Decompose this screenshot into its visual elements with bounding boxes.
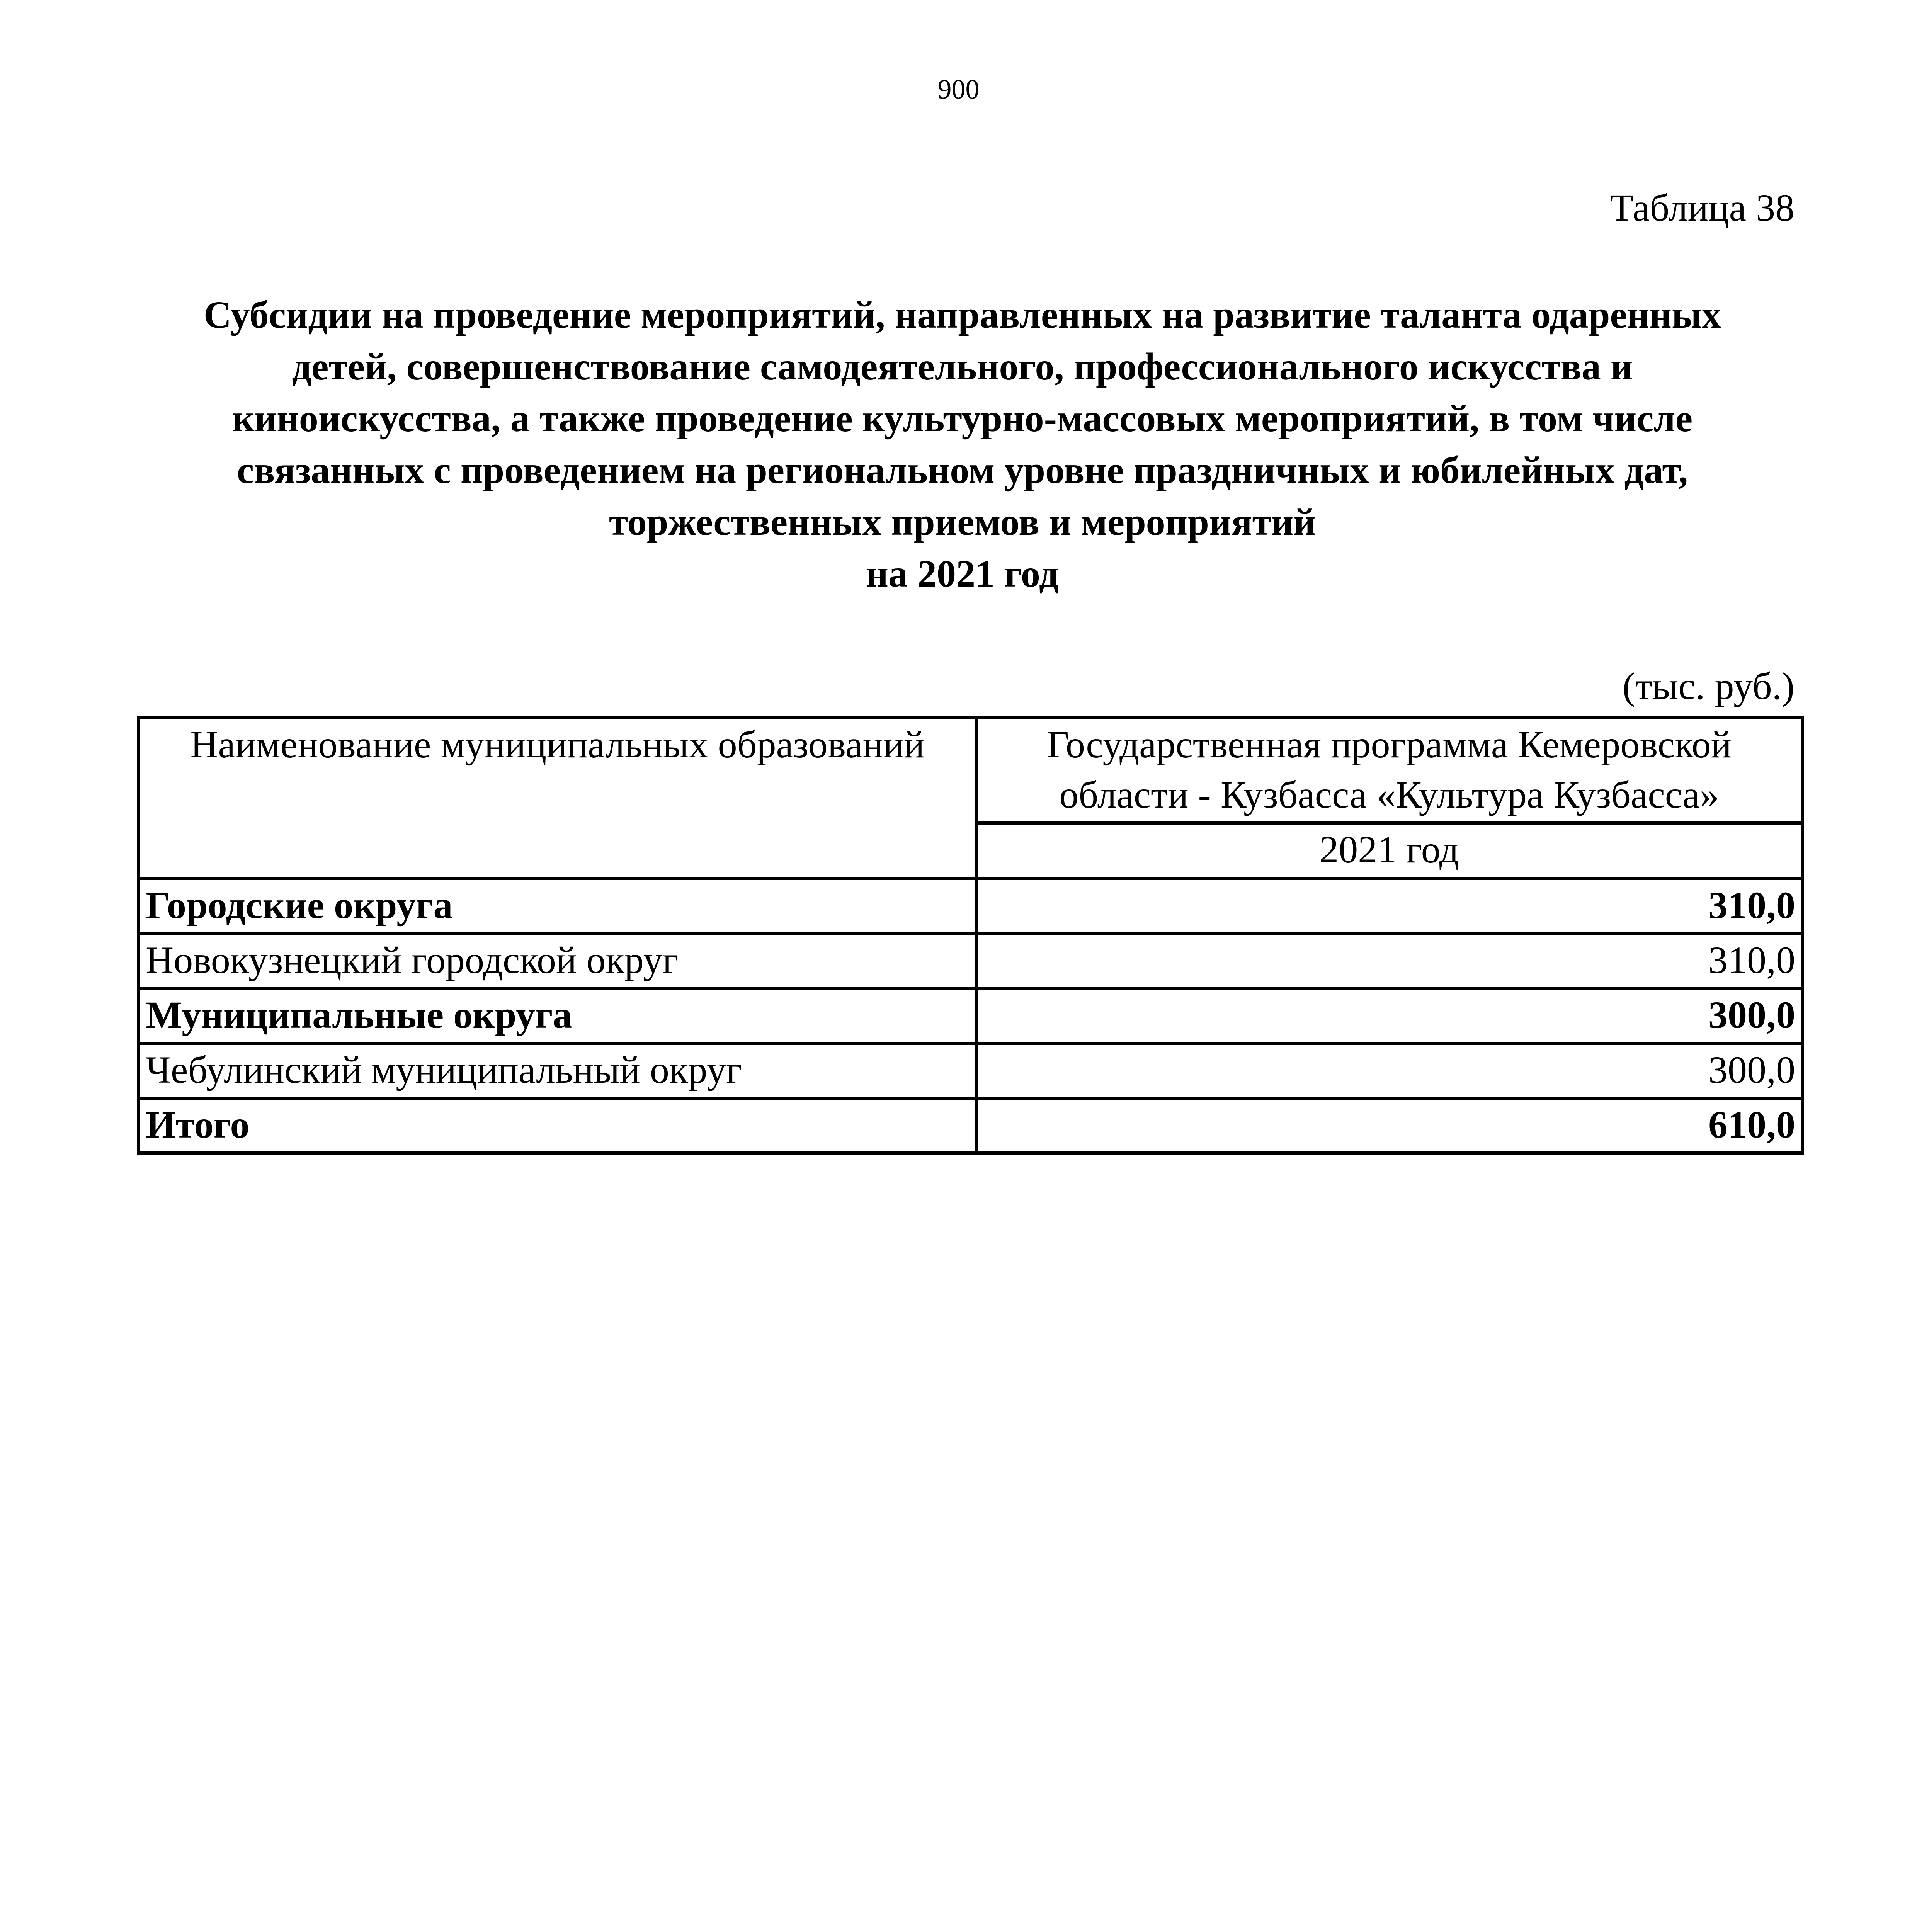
document-title xyxy=(100,289,1824,600)
title-line: торжественных приемов и мероприятий xyxy=(609,500,1316,543)
row-name: Муниципальные округа xyxy=(139,988,976,1043)
title-line: Субсидии на проведение мероприятий, направленных на развитие таланта одаренных xyxy=(203,293,1721,336)
row-value: 300,0 xyxy=(976,988,1802,1043)
page-number: 900 xyxy=(937,74,980,105)
table-row xyxy=(139,1043,1802,1098)
header-municipality: Наименование муниципальных образований xyxy=(139,718,976,879)
title-line: киноискусства, а также проведение культурно-массовых мероприятий, в том числе xyxy=(232,397,1693,440)
title-line: детей, совершенствование самодеятельного, профессионального искусства и xyxy=(292,345,1633,388)
row-name: Итого xyxy=(139,1098,976,1153)
table-row xyxy=(139,879,1802,934)
row-name: Чебулинский муниципальный округ xyxy=(139,1043,976,1098)
row-value: 310,0 xyxy=(976,879,1802,934)
table-row xyxy=(139,988,1802,1043)
row-value: 610,0 xyxy=(976,1098,1802,1153)
row-name: Новокузнецкий городской округ xyxy=(139,934,976,988)
units-label: (тыс. руб.) xyxy=(1622,665,1795,707)
table-row xyxy=(139,934,1802,988)
header-program xyxy=(976,718,1802,823)
header-program-line: Государственная программа Кемеровской xyxy=(1046,723,1732,766)
table-row-total xyxy=(139,1098,1802,1153)
subsidies-table xyxy=(137,716,1804,1155)
title-line: на 2021 год xyxy=(866,552,1059,595)
row-name: Городские округа xyxy=(139,879,976,934)
header-program-line: области - Кузбасса «Культура Кузбасса» xyxy=(1059,773,1719,816)
table-label: Таблица 38 xyxy=(1610,186,1795,229)
header-year: 2021 год xyxy=(976,823,1802,879)
row-value: 300,0 xyxy=(976,1043,1802,1098)
row-value: 310,0 xyxy=(976,934,1802,988)
title-line: связанных с проведением на региональном уровне праздничных и юбилейных дат, xyxy=(236,449,1688,492)
